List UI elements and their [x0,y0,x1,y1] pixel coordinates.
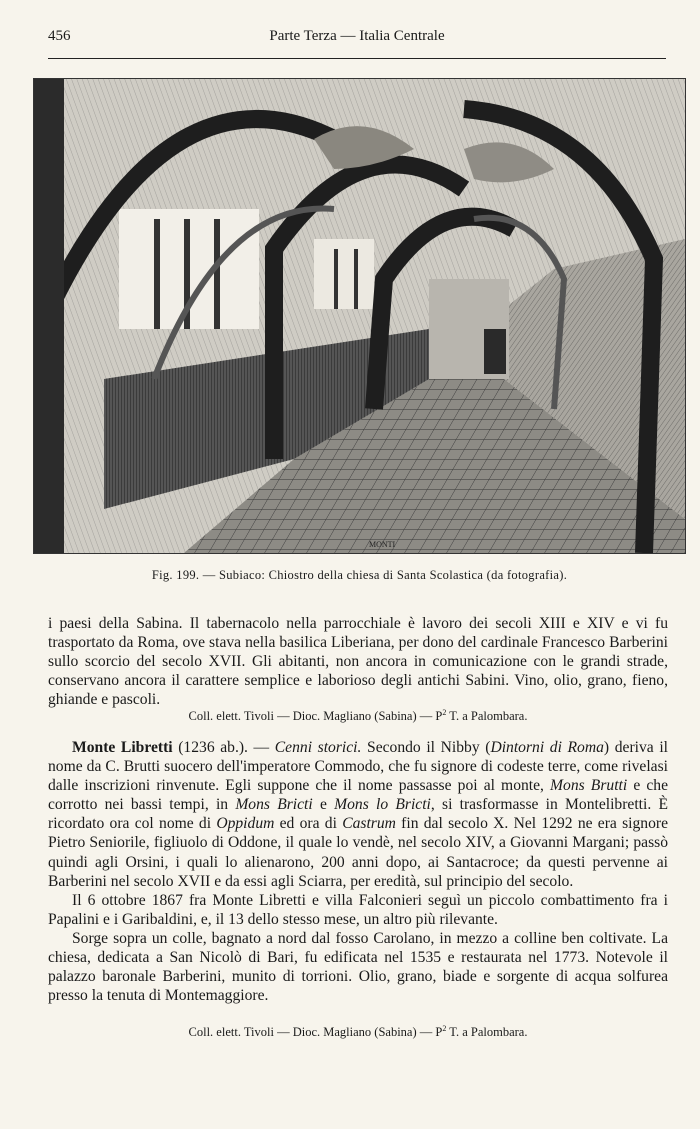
entry-title: Monte Libretti [72,739,173,756]
entry-text-6: ed ora di [274,815,343,833]
entry-text-7: fin dal secolo X. Nel 1292 ne era signore Pietro Seniorile, figliuolo di Oddone, il quale lo vendè, nel secolo XIV, a Giovanni Margani; passò quindi agli Orsini, i quali lo alienarono, 200 anni dopo, ai Santacroce; da questi pervenne ai Barberini nel secolo XVII e da essi agli Sciarra, per eredità, sul principio del secolo. [48,815,668,890]
place-name-1: Mons Brutti [550,777,628,795]
meta-text: Coll. elett. Tivoli — Dioc. Magliano (Sabina) — P [188,1025,443,1040]
paragraph-sorge: Sorge sopra un colle, bagnato a nord dal fosso Carolano, in mezzo a colline ben coltivate. La chiesa, dedicata a San Nicolò di Bari, fu edificata nel 1535 e restaurata nel 1773. Notevole il palazzo baronale Barberini, munito di torrioni. Olio, grano, biade e sorgente di acqua solfurea presso la tenuta di Montemaggiore. [48,929,668,1005]
cloister-engraving [33,78,686,554]
figure-caption: Fig. 199. — Subiaco: Chiostro della chiesa di Santa Scolastica (da fotografia). [151,568,568,582]
place-name-4: Oppidum [216,815,275,833]
meta-sup: 2 [442,708,447,717]
meta-sup: 2 [442,1024,447,1033]
meta-tail: T. a Palombara. [446,709,528,724]
entry-monte-libretti [48,738,668,1005]
entry-text-4: e [312,796,335,814]
engraving-illustration [34,79,685,553]
paragraph-sabina [48,614,668,709]
entry-text-3: e che corrotto nei bassi tempi, in [48,777,668,814]
engraver-signature: MONTI [369,540,396,549]
meta-tail: T. a Palombara. [446,1025,528,1040]
entry-text-1: Secondo il Nibby ( [361,739,491,756]
meta-line-1 [48,708,668,724]
place-name-3: Mons lo Bricti [334,796,431,814]
entry-text-5: , si trasformasse in Montelibretti. È ricordato ora col nome di [48,796,668,833]
entry-elevation: (1236 ab.). — [172,739,275,756]
running-title: Parte Terza — Italia Centrale [269,28,445,44]
meta-text: Coll. elett. Tivoli — Dioc. Magliano (Sabina) — P [188,709,443,724]
page-number: 456 [48,28,71,44]
place-name-5: Castrum [342,815,396,833]
paragraph-combattimento: Il 6 ottobre 1867 fra Monte Libretti e villa Falconieri seguì un piccolo combattimento fra i Papalini e i Garibaldini, e, il 13 dello stesso mese, un altro più rilevante. [48,891,668,928]
running-header [48,28,666,48]
meta-line-2 [48,1024,668,1040]
entry-text-2: ) deriva il nome da C. Brutti suocero dell'imperatore Commodo, che fu signore di codeste terre, come rivelasi dalle inscrizioni rinvenute. Egli suppone che il nome passasse poi al monte, [48,739,668,795]
section-label: Cenni storici. [274,739,362,756]
reference-title: Dintorni di Roma [490,739,604,756]
header-rule [48,58,666,59]
place-name-2: Mons Bricti [235,796,313,814]
paragraph-text: i paesi della Sabina. Il tabernacolo nella parrocchiale è lavoro dei secoli XIII e XIV e vi fu trasportato da Roma, ove stava nella basilica Liberiana, per dono del cardinale Francesco Barberini sullo scorcio del secolo XVII. Gli abitanti, non ancora in comunicazione con le grandi strade, conservano ancora il carattere semplice e laborioso degli antichi Sabini. Vino, olio, grano, fieno, ghiande e pascoli. [48,615,668,709]
